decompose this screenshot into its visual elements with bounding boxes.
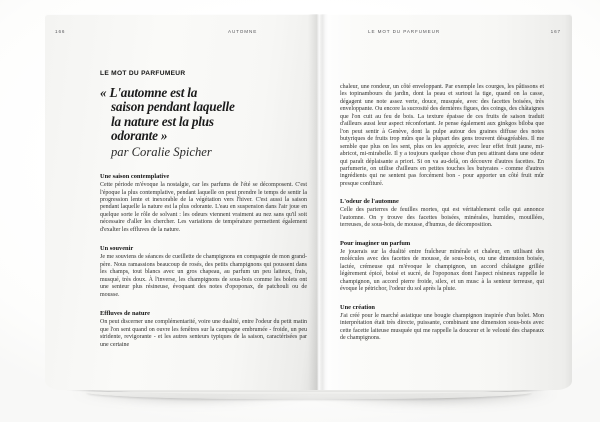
page-number-left: 166 [55,29,66,34]
article-section [100,245,307,299]
left-article-sections [100,173,307,349]
page-left [45,14,318,390]
section-paragraph: On peut discerner une complémentarité, voire une dualité, entre l'odeur du petit matin que l'on sent quand on ouvre les fenêtres sur la campagne embrumée - froide, un peu stridente, revigorante - et les autres senteurs typiques de la saison, caractérisées par une certaine [100,319,307,348]
section-heading: Une création [340,303,375,311]
quote-line: la nature est la plus [111,113,214,129]
section-heading: L'odeur de l'automne [340,198,399,206]
section-paragraph: Je me souviens de séances de cueillette de champignons en compagnie de mon grand-père. Nous ramassions beaucoup de rosés, des petits champignons qui poussent dans les champs, tout blancs avec un gros chapeau, au parfum un peu laiteux, frais, musqué, très doux. À l'inverse, les champignons de sous-bois comme les bolets ont une senteur plus résineuse, évoquant des notes d'opoponax, de patchouli ou de mousse. [100,254,307,298]
left-page-content [100,70,307,349]
article-section [100,310,307,349]
running-title-right: LE MOT DU PARFUMEUR [368,29,441,34]
article-section [100,173,307,234]
section-paragraph: Cette période m'évoque la nostalgie, car les parfums de l'été se décomposent. C'est l'époque la plus contemplative, pendant laquelle on peut prendre le temps de sentir la progression lente et inexorable de la végétation vers l'hiver. C'est aussi la saison pendant laquelle la nature est la plus odorante. L'eau en suspension dans l'air joue en quelque sorte le rôle de solvant : les odeurs viennent vraiment au nez sans qu'il soit nécessaire d'aller les chercher. Les variations de température permettent également d'exalter les effluves de la nature. [100,182,307,233]
page-right [318,14,572,390]
byline: par Coralie Spicher [111,144,212,159]
section-heading: Un souvenir [100,245,134,253]
section-paragraph: Je jouerais sur la dualité entre fraîcheur minérale et chaleur, en utilisant des molécules avec des facettes de mousse, de sous-bois, ou une dimension boisée, lactée, crémeuse qui m'évoque le champignon, un accord châtaigne grillée légèrement épicé, boisé et sucré, de l'opoponax dont l'aspect résineux rappelle le champignon, un accord pierre froide, silex, et un musc à la senteur terreuse, qui évoque le pétrichor, l'odeur du sol après la pluie. [340,248,544,293]
quote-line: odorante » [111,128,168,144]
page-number-right: 167 [550,29,561,34]
section-paragraph: Celle des parterres de feuilles mortes, qui est véritablement celle qui annonce l'automne. On y trouve des facettes boisées, minérales, humides, mouillées, terreuses, de sous-bois, de mousse, d'humus, de décomposition. [340,207,544,229]
section-paragraph: J'ai créé pour le marché asiatique une bougie champignon inspirée d'un bolet. Mon interprétation était très directe, puissante, combinant une dimension sous-bois avec cette facette laiteuse musquée qui me rappelle la douceur et le velouté des chapeaux de champignons. [340,312,544,342]
article-section [340,304,544,343]
section-heading: Effluves de nature [100,310,150,318]
article-section [340,198,544,229]
section-heading: Pour imaginer un parfum [340,239,411,247]
article-section [340,240,544,294]
open-book-spread [45,14,572,390]
right-page-content [340,84,544,343]
section-heading: Une saison contemplative [100,173,170,181]
pull-quote [100,86,307,144]
running-title-left: AUTOMNE [228,29,258,34]
continuation-paragraph: chaleur, une rondeur, un côté enveloppant. Par exemple les courges, les pâtissons et les topinambours du jardin, dont la peau et surtout la tige, quand on la casse, dégagent une note assez verte, douce, musquée, avec des facettes boisées, très enveloppante. Ou encore la sucrosité des dernières figues, des coings, des châtaignes que l'on cuit au feu de bois. La texture épaisse de ces fruits de saison traduit d'ailleurs aussi leur aspect réconfortant. Je pense également aux ginkgos biloba que l'on peut sentir à Genève, dont la pulpe autour des graines diffuse des notes butyriques de fruits trop mûrs que la plupart des gens trouvent désagréables. Il me semble que plus on les sent, plus on les apprécie, avec leur effet fruit jaune, mi-abricot, mi-mirabelle. Il y a toujours quelque chose d'un peu attirant dans une odeur qui paraît déplaisante a priori. Si on va au-delà, on découvre d'autres facettes. En parfumerie, on utilise d'ailleurs en petites touches les butyrates - comme d'autres ingrédients qui ne sentent pas forcément bon - pour apporter un côté fruit mûr presque confituré. [340,84,544,187]
quote-line: saison pendant laquelle [111,99,235,115]
section-kicker: LE MOT DU PARFUMEUR [100,70,186,77]
quote-line: « L'automne est la [100,85,198,100]
